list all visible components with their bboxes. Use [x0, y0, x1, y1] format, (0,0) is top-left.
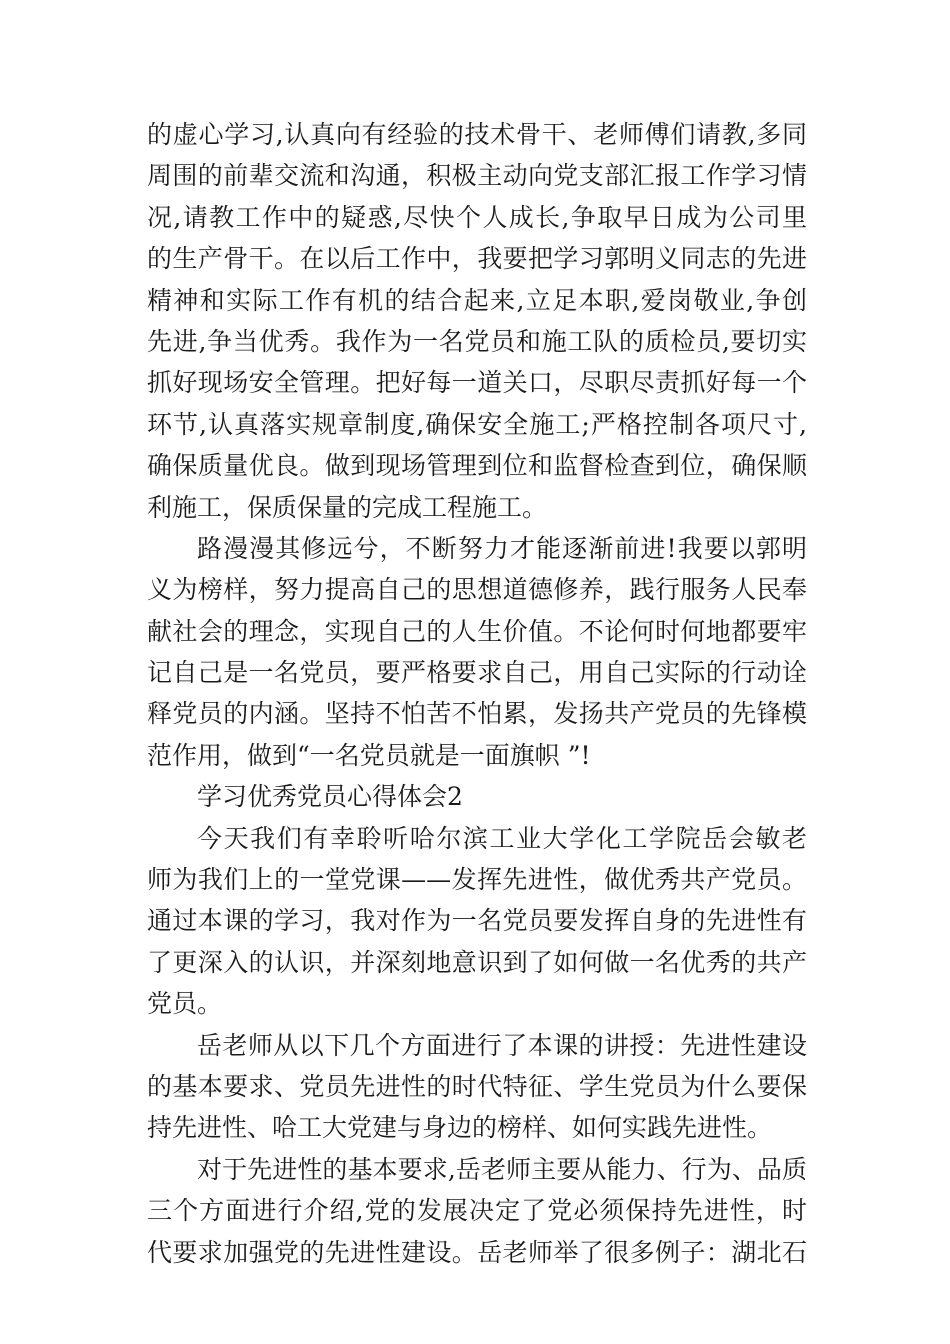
text-line: 况,请教工作中的疑惑,尽快个人成长,争取早日成为公司里	[147, 202, 807, 232]
text-line: 环节,认真落实规章制度,确保安全施工;严格控制各项尺寸,	[147, 409, 807, 439]
text-line: 三个方面进行介绍,党的发展决定了党必须保持先进性，时	[147, 1196, 807, 1226]
text-line: 今天我们有幸聆听哈尔滨工业大学化工学院岳会敏老	[197, 823, 807, 853]
text-line: 学习优秀党员心得体会2	[197, 782, 463, 812]
text-line: 了更深入的认识，并深刻地意识到了如何做一名优秀的共产	[147, 947, 807, 977]
text-line: 通过本课的学习，我对作为一名党员要发挥自身的先进性有	[147, 906, 807, 936]
text-line: 党员。	[147, 989, 223, 1019]
text-line: 持先进性、哈工大党建与身边的榜样、如何实践先进性。	[147, 1113, 773, 1143]
text-line: 释党员的内涵。坚持不怕苦不怕累，发扬共产党员的先锋模	[147, 699, 807, 729]
text-line: 利施工，保质保量的完成工程施工。	[147, 492, 548, 522]
text-line: 岳老师从以下几个方面进行了本课的讲授：先进性建设	[197, 1030, 807, 1060]
document-body-text	[147, 114, 807, 1273]
text-line: 精神和实际工作有机的结合起来,立足本职,爱岗敬业,争创	[147, 285, 807, 315]
text-line: 周围的前辈交流和沟通，积极主动向党支部汇报工作学习情	[147, 161, 807, 191]
text-line: 的生产骨干。在以后工作中，我要把学习郭明义同志的先进	[147, 244, 807, 274]
text-line: 确保质量优良。做到现场管理到位和监督检查到位，确保顺	[147, 451, 807, 481]
text-line: 对于先进性的基本要求,岳老师主要从能力、行为、品质	[197, 1154, 807, 1184]
text-line: 抓好现场安全管理。把好每一道关口，尽职尽责抓好每一个	[147, 368, 807, 398]
text-line: 的基本要求、党员先进性的时代特征、学生党员为什么要保	[147, 1071, 807, 1101]
text-line: 路漫漫其修远兮，不断努力才能逐渐前进!我要以郭明	[197, 533, 807, 563]
text-line: 先进,争当优秀。我作为一名党员和施工队的质检员,要切实	[147, 326, 807, 356]
text-line: 献社会的理念，实现自己的人生价值。不论何时何地都要牢	[147, 616, 807, 646]
text-line: 义为榜样，努力提高自己的思想道德修养，践行服务人民奉	[147, 575, 807, 605]
text-line: 师为我们上的一堂党课——发挥先进性，做优秀共产党员。	[147, 865, 807, 895]
text-line: 记自己是一名党员，要严格要求自己，用自己实际的行动诠	[147, 658, 807, 688]
text-line: 代要求加强党的先进性建设。岳老师举了很多例子：湖北石	[147, 1237, 807, 1267]
text-line: 的虚心学习,认真向有经验的技术骨干、老师傅们请教,多同	[147, 120, 807, 149]
text-line: 范作用，做到“一名党员就是一面旗帜 ”!	[147, 740, 591, 770]
